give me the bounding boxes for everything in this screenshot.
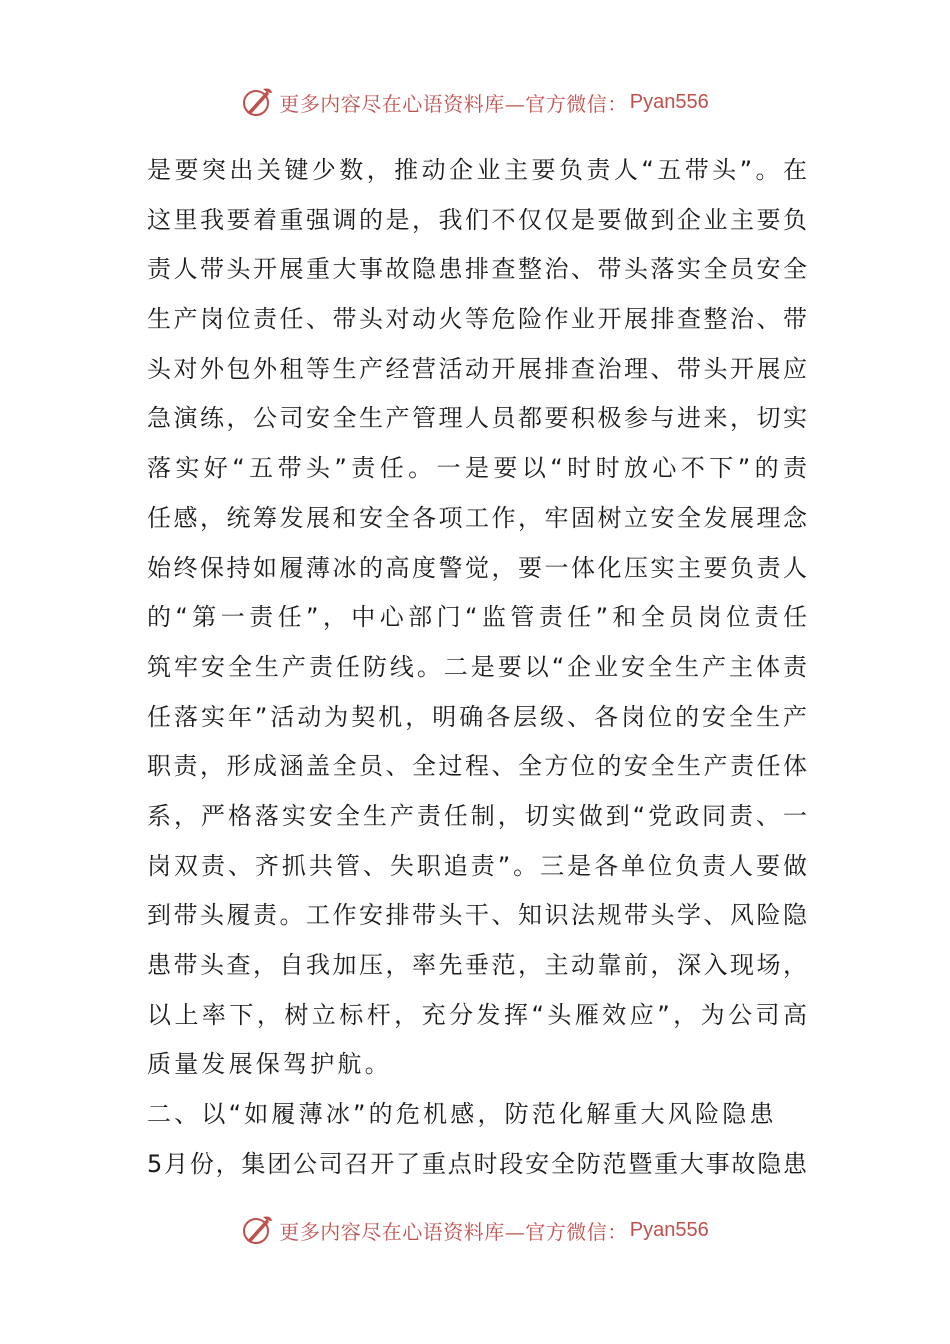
body-line: 系，严格落实安全生产责任制，切实做到“党政同责、一 [147, 801, 807, 830]
body-line: 始终保持如履薄冰的高度警觉，要一体化压实主要负责人 [147, 553, 807, 582]
body-line: 5月份，集团公司召开了重点时段安全防范暨重大事故隐患 [147, 1149, 807, 1178]
body-line: 以上率下，树立标杆，充分发挥“头雁效应”，为公司高 [147, 1000, 807, 1029]
body-line: 筑牢安全生产责任防线。二是要以“企业安全生产主体责 [147, 652, 807, 681]
body-line: 责人带头开展重大事故隐患排查整治、带头落实全员安全 [147, 255, 807, 284]
watermark-text: 更多内容尽在心语资料库—官方微信： [279, 1219, 628, 1244]
watermark-text: 更多内容尽在心语资料库—官方微信： [279, 91, 628, 116]
watermark-footer [0, 1210, 950, 1250]
watermark-wechat-id: Pyan556 [629, 1218, 709, 1241]
body-line: 是要突出关键少数，推动企业主要负责人“五带头”。在 [147, 156, 807, 184]
body-line: 的“第一责任”，中心部门“监管责任”和全员岗位责任 [147, 603, 807, 632]
body-line: 职责，形成涵盖全员、全过程、全方位的安全生产责任体 [147, 752, 807, 781]
body-line: 这里我要着重强调的是，我们不仅仅是要做到企业主要负 [147, 205, 807, 234]
body-line: 生产岗位责任、带头对动火等危险作业开展排查整治、带 [147, 305, 807, 334]
watermark-header [0, 82, 950, 122]
body-line: 头对外包外租等生产经营活动开展排查治理、带头开展应 [147, 354, 807, 383]
body-line: 到带头履责。工作安排带头干、知识法规带头学、风险隐 [147, 901, 807, 930]
body-line: 任感，统筹发展和安全各项工作，牢固树立安全发展理念 [147, 503, 807, 532]
watermark-wechat-id: Pyan556 [629, 90, 709, 113]
section-heading: 二、以“如履薄冰”的危机感，防范化解重大风险隐患 [147, 1100, 777, 1129]
body-line: 急演练，公司安全生产管理人员都要积极参与进来，切实 [147, 404, 807, 433]
body-line: 落实好“五带头”责任。一是要以“时时放心不下”的责 [147, 454, 807, 483]
body-line: 任落实年”活动为契机，明确各层级、各岗位的安全生产 [147, 702, 807, 731]
body-line: 质量发展保驾护航。 [147, 1050, 392, 1079]
quill-logo-icon [241, 85, 275, 119]
document-body [147, 146, 807, 1189]
body-line: 岗双责、齐抓共管、失职追责”。三是各单位负责人要做 [147, 851, 807, 880]
quill-logo-icon [241, 1213, 275, 1247]
body-line: 患带头查，自我加压，率先垂范，主动靠前，深入现场， [147, 951, 807, 979]
